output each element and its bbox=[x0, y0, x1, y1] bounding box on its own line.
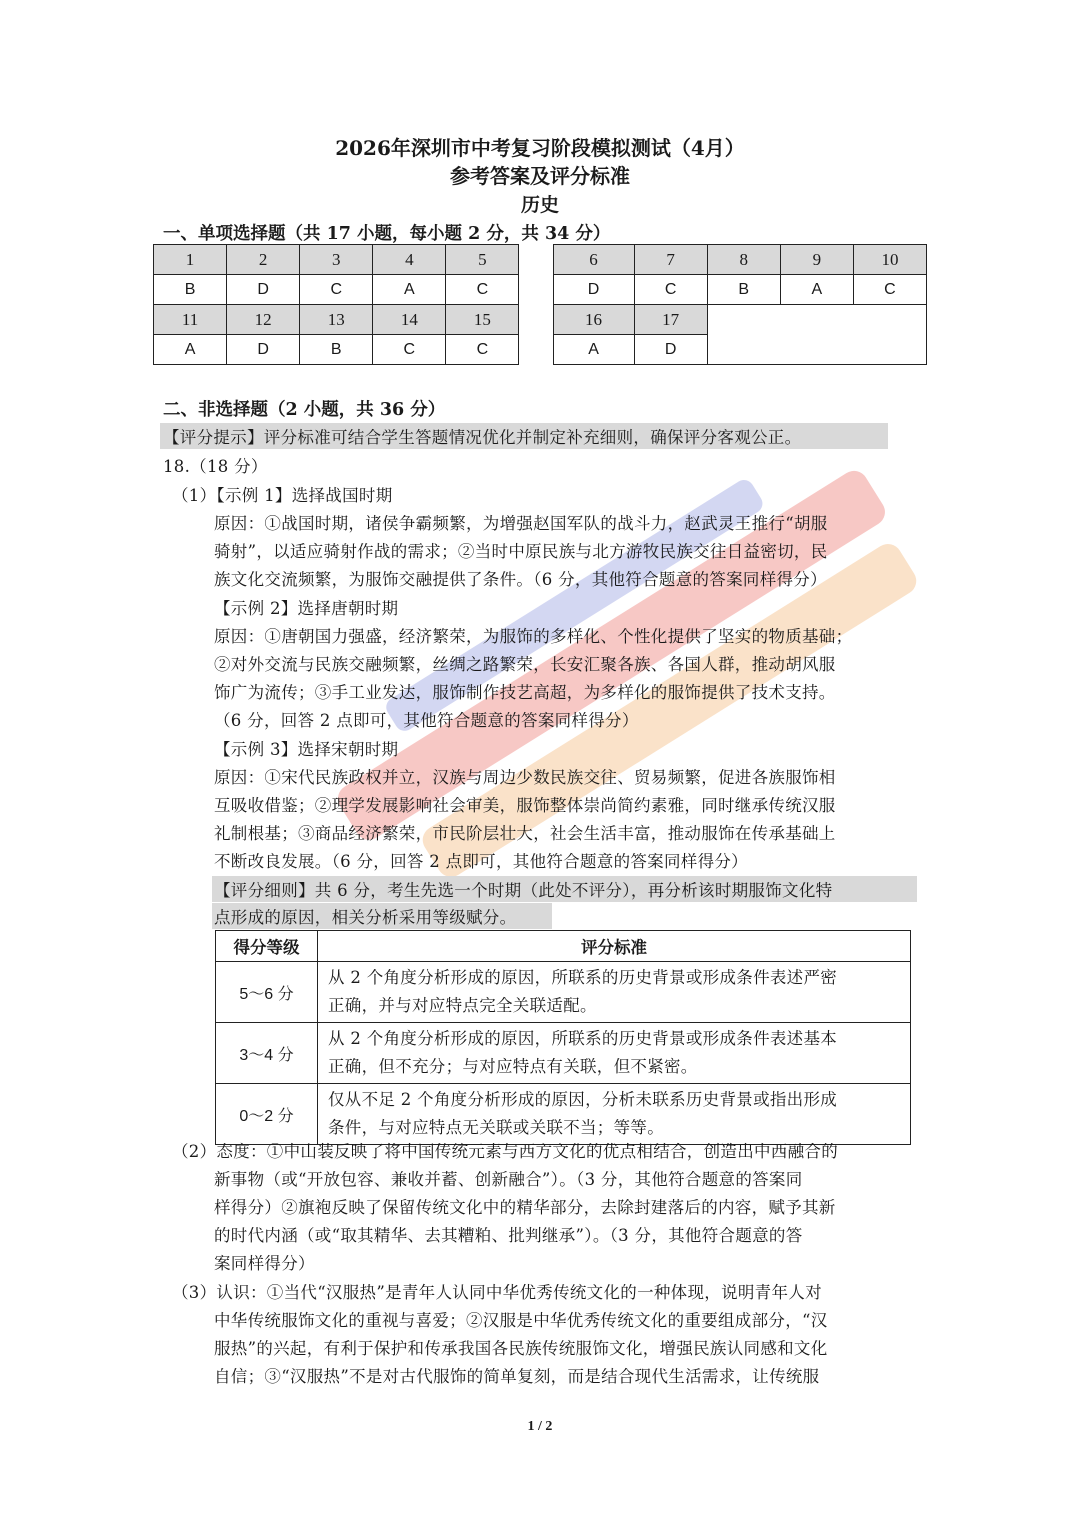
subject-label: 历史 bbox=[520, 194, 559, 216]
section1-heading: 一、单项选择题（共 17 小题，每小题 2 分，共 34 分） bbox=[163, 224, 611, 244]
criteria-line: 正确，并与对应特点完全关联适配。 bbox=[328, 996, 597, 1015]
part2-line: 样得分）②旗袍反映了保留传统文化中的精华部分，去除封建落后的内容，赋予其新 bbox=[214, 1198, 836, 1217]
part3-line: （3）认识：①当代“汉服热”是青年人认同中华优秀传统文化的一种体现，说明青年人对 bbox=[172, 1283, 822, 1302]
part1-example1-heading: （1）【示例 1】选择战国时期 bbox=[172, 486, 393, 505]
answer-line: 族文化交流频繁，为服饰交融提供了条件。（6 分，其他符合题意的答案同样得分） bbox=[214, 570, 827, 589]
answer-line: 饰广为流传；③手工业发达，服饰制作技艺高超，为多样化的服饰提供了技术支持。 bbox=[214, 683, 836, 702]
example2-heading: 【示例 2】选择唐朝时期 bbox=[214, 599, 399, 618]
answer-line: 原因：①战国时期，诸侯争霸频繁，为增强赵国军队的战斗力，赵武灵王推行“胡服 bbox=[214, 514, 828, 533]
answer-line: 骑射”，以适应骑射作战的需求；②当时中原民族与北方游牧民族交往日益密切，民 bbox=[214, 542, 828, 561]
question-number: 16 bbox=[553, 305, 634, 335]
grade-level: 3～4 分 bbox=[216, 1023, 318, 1084]
question-18-heading: 18.（18 分） bbox=[163, 457, 268, 476]
part3-line: 服热”的兴起，有利于保护和传承我国各民族传统服饰文化，增强民族认同感和文化 bbox=[214, 1339, 828, 1358]
answer-letter: B bbox=[707, 275, 780, 305]
answer-letter: C bbox=[373, 335, 446, 365]
part2-line: （2）态度：①中山装反映了将中国传统元素与西方文化的优点相结合，创造出中西融合的 bbox=[172, 1142, 838, 1161]
grade-criteria bbox=[318, 1084, 911, 1145]
answer-table bbox=[153, 244, 927, 365]
answer-letter: A bbox=[780, 275, 853, 305]
answer-line: 互吸收借鉴；②理学发展影响社会审美，服饰整体崇尚简约素雅，同时继承传统汉服 bbox=[214, 796, 836, 815]
answer-letter: D bbox=[227, 335, 300, 365]
grade-level: 0～2 分 bbox=[216, 1084, 318, 1145]
question-number: 14 bbox=[373, 305, 446, 335]
grade-criteria bbox=[318, 1023, 911, 1084]
example3-heading: 【示例 3】选择宋朝时期 bbox=[214, 740, 399, 759]
answer-letter: D bbox=[634, 335, 707, 365]
table-row bbox=[216, 1084, 911, 1145]
answer-number-row bbox=[154, 305, 927, 335]
question-number: 1 bbox=[154, 245, 227, 275]
question-number: 15 bbox=[446, 305, 519, 335]
question-number: 2 bbox=[227, 245, 300, 275]
answer-line: ②对外交流与民族交融频繁，丝绸之路繁荣，长安汇聚各族、各国人群，推动胡风服 bbox=[214, 655, 836, 674]
scoring-rule: 点形成的原因，相关分析采用等级赋分。 bbox=[214, 908, 517, 927]
answer-letter: C bbox=[853, 275, 926, 305]
table-gap bbox=[519, 275, 553, 305]
criteria-header: 评分标准 bbox=[318, 931, 911, 962]
grade-level-header: 得分等级 bbox=[216, 931, 318, 962]
answer-letter: C bbox=[446, 275, 519, 305]
grade-level: 5～6 分 bbox=[216, 962, 318, 1023]
answer-letter: D bbox=[553, 275, 634, 305]
scoring-rule: 【评分细则】共 6 分，考生先选一个时期（此处不评分），再分析该时期服饰文化特 bbox=[214, 881, 833, 900]
answer-letter: C bbox=[634, 275, 707, 305]
answer-letter: A bbox=[373, 275, 446, 305]
question-number: 13 bbox=[300, 305, 373, 335]
answer-letter: B bbox=[300, 335, 373, 365]
part2-line: 案同样得分） bbox=[214, 1254, 315, 1273]
question-number: 4 bbox=[373, 245, 446, 275]
page-title: 2026年深圳市中考复习阶段模拟测试（4月） bbox=[335, 136, 745, 160]
question-number: 9 bbox=[780, 245, 853, 275]
answer-letter: B bbox=[154, 275, 227, 305]
answer-letter: A bbox=[553, 335, 634, 365]
question-number: 11 bbox=[154, 305, 227, 335]
section2-heading: 二、非选择题（2 小题，共 36 分） bbox=[163, 400, 446, 420]
answer-line: （6 分，回答 2 点即可，其他符合题意的答案同样得分） bbox=[214, 711, 639, 730]
question-number: 8 bbox=[707, 245, 780, 275]
question-number: 3 bbox=[300, 245, 373, 275]
part2-line: 新事物（或“开放包容、兼收并蓄、创新融合”）。（3 分，其他符合题意的答案同 bbox=[214, 1170, 803, 1189]
part2-line: 的时代内涵（或“取其精华、去其糟粕、批判继承”）。（3 分，其他符合题意的答 bbox=[214, 1226, 803, 1245]
part3-line: 中华传统服饰文化的重视与喜爱；②汉服是中华优秀传统文化的重要组成部分，“汉 bbox=[214, 1311, 828, 1330]
criteria-line: 从 2 个角度分析形成的原因，所联系的历史背景或形成条件表述基本 bbox=[328, 1029, 838, 1048]
answer-letter: A bbox=[154, 335, 227, 365]
question-number: 12 bbox=[227, 305, 300, 335]
table-row bbox=[216, 1023, 911, 1084]
answer-letter: C bbox=[446, 335, 519, 365]
table-row bbox=[216, 962, 911, 1023]
table-gap bbox=[519, 245, 553, 275]
answer-line: 不断改良发展。（6 分，回答 2 点即可，其他符合题意的答案同样得分） bbox=[214, 852, 748, 871]
answer-letter: C bbox=[300, 275, 373, 305]
criteria-line: 从 2 个角度分析形成的原因，所联系的历史背景或形成条件表述严密 bbox=[328, 968, 838, 987]
grading-table bbox=[215, 930, 911, 1145]
question-number: 17 bbox=[634, 305, 707, 335]
table-gap bbox=[519, 335, 553, 365]
criteria-line: 仅从不足 2 个角度分析形成的原因，分析未联系历史背景或指出形成 bbox=[328, 1090, 838, 1109]
criteria-line: 条件，与对应特点无关联或关联不当；等等。 bbox=[328, 1118, 664, 1137]
part3-line: 自信；③“汉服热”不是对古代服饰的简单复刻，而是结合现代生活需求，让传统服 bbox=[214, 1367, 820, 1386]
answer-line: 礼制根基；③商品经济繁荣，市民阶层壮大，社会生活丰富，推动服饰在传承基础上 bbox=[214, 824, 836, 843]
scoring-tip: 【评分提示】评分标准可结合学生答题情况优化并制定补充细则，确保评分客观公正。 bbox=[163, 428, 802, 447]
criteria-line: 正确，但不充分；与对应特点有关联，但不紧密。 bbox=[328, 1057, 698, 1076]
answer-line: 原因：①宋代民族政权并立，汉族与周边少数民族交往、贸易频繁，促进各族服饰相 bbox=[214, 768, 836, 787]
page-number: 1 / 2 bbox=[527, 1419, 553, 1434]
grading-table-header bbox=[216, 931, 911, 962]
answer-number-row bbox=[154, 245, 927, 275]
question-number: 6 bbox=[553, 245, 634, 275]
question-number: 7 bbox=[634, 245, 707, 275]
question-number: 5 bbox=[446, 245, 519, 275]
answer-line: 原因：①唐朝国力强盛，经济繁荣，为服饰的多样化、个性化提供了坚实的物质基础； bbox=[214, 627, 853, 646]
grade-criteria bbox=[318, 962, 911, 1023]
page-subtitle: 参考答案及评分标准 bbox=[450, 164, 630, 188]
question-number: 10 bbox=[853, 245, 926, 275]
answer-letter-row bbox=[154, 275, 927, 305]
table-gap bbox=[519, 305, 553, 335]
answer-letter: D bbox=[227, 275, 300, 305]
table-blank-cell bbox=[707, 305, 926, 365]
